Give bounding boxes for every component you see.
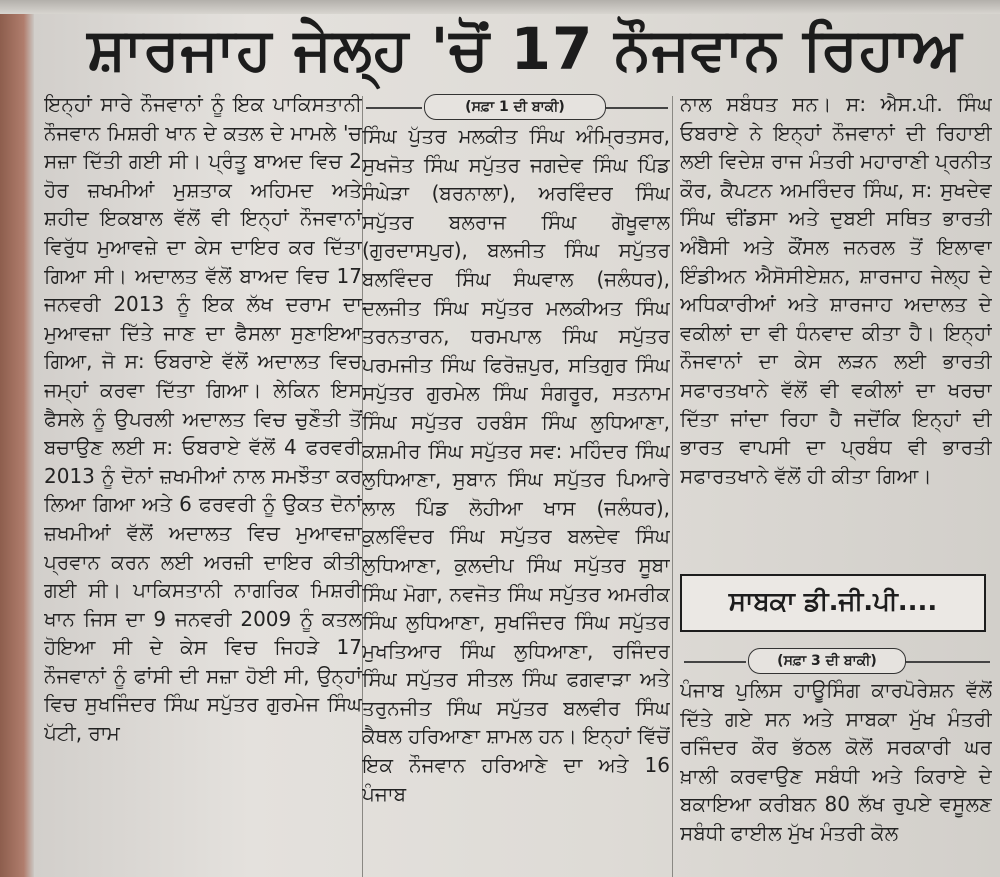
sub-headline-box: ਸਾਬਕਾ ਡੀ.ਜੀ.ਪੀ.... [680,574,986,632]
continued-line-right-2 [906,661,990,663]
article-column-3 [680,90,992,560]
article-column-2 [362,122,670,877]
column-rule-2 [672,96,673,877]
column-2-text: ਸਿੰਘ ਪੁੱਤਰ ਮਲਕੀਤ ਸਿੰਘ ਅੰਮ੍ਰਿਤਸਰ, ਸੁਖਜੋਤ ਸਿੰਘ ਸਪੁੱਤਰ ਜਗਦੇਵ ਸਿੰਘ ਪਿੰਡ ਸੰਘੇੜਾ (ਬਰਨਾਲਾ), ਅਰਵਿੰਦਰ ਸਿੰਘ ਸਪੁੱਤਰ ਬਲਰਾਜ ਸਿੰਘ ਗੋਖੂਵਾਲ (ਗੁਰਦਾਸਪੁਰ), ਬਲਜੀਤ ਸਿੰਘ ਸਪੁੱਤਰ ਬਲਵਿੰਦਰ ਸਿੰਘ ਸੰਘਵਾਲ (ਜਲੰਧਰ), ਦਲਜੀਤ ਸਿੰਘ ਸਪੁੱਤਰ ਮਲਕੀਅਤ ਸਿੰਘ ਤਰਨਤਾਰਨ, ਧਰਮਪਾਲ ਸਿੰਘ ਸਪੁੱਤਰ ਪਰਮਜੀਤ ਸਿੰਘ ਫਿਰੋਜ਼ਪੁਰ, ਸਤਿਗੁਰ ਸਿੰਘ ਸਪੁੱਤਰ ਗੁਰਮੇਲ ਸਿੰਘ ਸੰਗਰੂਰ, ਸਤਨਾਮ ਸਿੰਘ ਸਪੁੱਤਰ ਹਰਬੰਸ ਸਿੰਘ ਲੁਧਿਆਣਾ, ਕਸ਼ਮੀਰ ਸਿੰਘ ਸਪੁੱਤਰ ਸਵ: ਮਹਿੰਦਰ ਸਿੰਘ ਲੁਧਿਆਣਾ, ਸੁਬਾਨ ਸਿੰਘ ਸਪੁੱਤਰ ਪਿਆਰੇ ਲਾਲ ਪਿੰਡ ਲੋਹੀਆ ਖਾਸ (ਜਲੰਧਰ), ਕੁਲਵਿੰਦਰ ਸਿੰਘ ਸਪੁੱਤਰ ਬਲਦੇਵ ਸਿੰਘ ਲੁਧਿਆਣਾ, ਕੁਲਦੀਪ ਸਿੰਘ ਸਪੁੱਤਰ ਸੂਬਾ ਸਿੰਘ ਮੋਗਾ, ਨਵਜੋਤ ਸਿੰਘ ਸਪੁੱਤਰ ਅਮਰੀਕ ਸਿੰਘ ਲੁਧਿਆਣਾ, ਸੁਖਜਿੰਦਰ ਸਿੰਘ ਸਪੁੱਤਰ ਮੁਖਤਿਆਰ ਸਿੰਘ ਲੁਧਿਆਣਾ, ਰਜਿੰਦਰ ਸਿੰਘ ਸਪੁੱਤਰ ਸੀਤਲ ਸਿੰਘ ਫਗਵਾੜਾ ਅਤੇ ਤਰੁਨਜੀਤ ਸਿੰਘ ਸਪੁੱਤਰ ਬਲਵੀਰ ਸਿੰਘ ਕੈਥਲ ਹਰਿਆਣਾ ਸ਼ਾਮਲ ਹਨ। ਇਨ੍ਹਾਂ ਵਿੱਚੋਂ ਇਕ ਨੌਜਵਾਨ ਹਰਿਆਣੇ ਦਾ ਅਤੇ 16 ਪੰਜਾਬ [362,124,670,806]
article-column-1 [44,90,362,877]
continued-line-left-2 [684,661,746,663]
headline: ਸ਼ਾਰਜਾਹ ਜੇਲ੍ਹ 'ਚੋਂ 17 ਨੌਜਵਾਨ ਰਿਹਾਅ [87,15,963,83]
article-column-3-lower [680,676,992,877]
column-1-text: ਇਨ੍ਹਾਂ ਸਾਰੇ ਨੌਜਵਾਨਾਂ ਨੂੰ ਇਕ ਪਾਕਿਸਤਾਨੀ ਨੌਜਵਾਨ ਮਿਸ਼ਰੀ ਖਾਨ ਦੇ ਕਤਲ ਦੇ ਮਾਮਲੇ 'ਚ ਸਜ਼ਾ ਦਿੱਤੀ ਗਈ ਸੀ। ਪ੍ਰੰਤੂ ਬਾਅਦ ਵਿਚ 2 ਹੋਰ ਜ਼ਖਮੀਆਂ ਮੁਸ਼ਤਾਕ ਅਹਿਮਦ ਅਤੇ ਸ਼ਹੀਦ ਇਕਬਾਲ ਵੱਲੋਂ ਵੀ ਇਨ੍ਹਾਂ ਨੌਜਵਾਨਾਂ ਵਿਰੁੱਧ ਮੁਆਵਜ਼ੇ ਦਾ ਕੇਸ ਦਾਇਰ ਕਰ ਦਿੱਤਾ ਗਿਆ ਸੀ। ਅਦਾਲਤ ਵੱਲੋਂ ਬਾਅਦ ਵਿਚ 17 ਜਨਵਰੀ 2013 ਨੂੰ ਇਕ ਲੱਖ ਦਰਾਮ ਦਾ ਮੁਆਵਜ਼ਾ ਦਿੱਤੇ ਜਾਣ ਦਾ ਫੈਸਲਾ ਸੁਣਾਇਆ ਗਿਆ, ਜੋ ਸ: ਓਬਰਾਏ ਵੱਲੋਂ ਅਦਾਲਤ ਵਿਚ ਜਮ੍ਹਾਂ ਕਰਵਾ ਦਿੱਤਾ ਗਿਆ। ਲੇਕਿਨ ਇਸ ਫੈਸਲੇ ਨੂੰ ਉਪਰਲੀ ਅਦਾਲਤ ਵਿਚ ਚੁਣੌਤੀ ਤੋਂ ਬਚਾਉਣ ਲਈ ਸ: ਓਬਰਾਏ ਵੱਲੋਂ 4 ਫਰਵਰੀ 2013 ਨੂੰ ਦੋਨਾਂ ਜ਼ਖਮੀਆਂ ਨਾਲ ਸਮਝੌਤਾ ਕਰ ਲਿਆ ਗਿਆ ਅਤੇ 6 ਫਰਵਰੀ ਨੂੰ ਉਕਤ ਦੋਨਾਂ ਜ਼ਖਮੀਆਂ ਵੱਲੋਂ ਅਦਾਲਤ ਵਿਚ ਮੁਆਵਜ਼ਾ ਪ੍ਰਵਾਨ ਕਰਨ ਲਈ ਅਰਜ਼ੀ ਦਾਇਰ ਕੀਤੀ ਗਈ ਸੀ। ਪਾਕਿਸਤਾਨੀ ਨਾਗਰਿਕ ਮਿਸ਼ਰੀ ਖਾਨ ਜਿਸ ਦਾ 9 ਜਨਵਰੀ 2009 ਨੂੰ ਕਤਲ ਹੋਇਆ ਸੀ ਦੇ ਕੇਸ ਵਿਚ ਜਿਹੜੇ 17 ਨੌਜਵਾਨਾਂ ਨੂੰ ਫਾਂਸੀ ਦੀ ਸਜ਼ਾ ਹੋਈ ਸੀ, ਉਨ੍ਹਾਂ ਵਿਚ ਸੁਖਜਿੰਦਰ ਸਿੰਘ ਸਪੁੱਤਰ ਗੁਰਮੇਜ ਸਿੰਘ ਪੱਟੀ, ਰਾਮ [44,92,362,746]
page-left-edge [0,0,34,877]
continued-from-page-1-label: (ਸਫ਼ਾ 1 ਦੀ ਬਾਕੀ) [424,94,606,120]
continued-line-left [366,107,422,109]
continued-line-right [606,107,668,109]
continued-from-page-3-label: (ਸਫ਼ਾ 3 ਦੀ ਬਾਕੀ) [748,648,906,674]
column-3-text: ਨਾਲ ਸਬੰਧਤ ਸਨ। ਸ: ਐਸ.ਪੀ. ਸਿੰਘ ਓਬਰਾਏ ਨੇ ਇਨ੍ਹਾਂ ਨੌਜਵਾਨਾਂ ਦੀ ਰਿਹਾਈ ਲਈ ਵਿਦੇਸ਼ ਰਾਜ ਮੰਤਰੀ ਮਹਾਰਾਣੀ ਪ੍ਰਨੀਤ ਕੌਰ, ਕੈਪਟਨ ਅਮਰਿੰਦਰ ਸਿੰਘ, ਸ: ਸੁਖਦੇਵ ਸਿੰਘ ਢੀਂਡਸਾ ਅਤੇ ਦੁਬਈ ਸਥਿਤ ਭਾਰਤੀ ਅੰਬੈਸੀ ਅਤੇ ਕੌਂਸਲ ਜਨਰਲ ਤੋਂ ਇਲਾਵਾ ਇੰਡੀਅਨ ਐਸੋਸੀਏਸ਼ਨ, ਸ਼ਾਰਜਾਹ ਜੇਲ੍ਹ ਦੇ ਅਧਿਕਾਰੀਆਂ ਅਤੇ ਸ਼ਾਰਜਾਹ ਅਦਾਲਤ ਦੇ ਵਕੀਲਾਂ ਦਾ ਵੀ ਧੰਨਵਾਦ ਕੀਤਾ ਹੈ। ਇਨ੍ਹਾਂ ਨੌਜਵਾਨਾਂ ਦਾ ਕੇਸ ਲੜਨ ਲਈ ਭਾਰਤੀ ਸਫਾਰਤਖਾਨੇ ਵੱਲੋਂ ਵੀ ਵਕੀਲਾਂ ਦਾ ਖਰਚਾ ਦਿੱਤਾ ਜਾਂਦਾ ਰਿਹਾ ਹੈ ਜਦੋਂਕਿ ਇਨ੍ਹਾਂ ਦੀ ਭਾਰਤ ਵਾਪਸੀ ਦਾ ਪ੍ਰਬੰਧ ਵੀ ਭਾਰਤੀ ਸਫਾਰਤਖਾਨੇ ਵੱਲੋਂ ਹੀ ਕੀਤਾ ਗਿਆ। [680,92,992,488]
column-3-lower-text: ਪੰਜਾਬ ਪੁਲਿਸ ਹਾਊਸਿੰਗ ਕਾਰਪੋਰੇਸ਼ਨ ਵੱਲੋਂ ਦਿੱਤੇ ਗਏ ਸਨ ਅਤੇ ਸਾਬਕਾ ਮੁੱਖ ਮੰਤਰੀ ਰਜਿੰਦਰ ਕੌਰ ਭੱਠਲ ਕੋਲੋਂ ਸਰਕਾਰੀ ਘਰ ਖ਼ਾਲੀ ਕਰਵਾਉਣ ਸਬੰਧੀ ਅਤੇ ਕਿਰਾਏ ਦੇ ਬਕਾਇਆ ਕਰੀਬਨ 80 ਲੱਖ ਰੁਪਏ ਵਸੂਲਣ ਸਬੰਧੀ ਫਾਈਲ ਮੁੱਖ ਮੰਤਰੀ ਕੋਲ [680,678,992,845]
